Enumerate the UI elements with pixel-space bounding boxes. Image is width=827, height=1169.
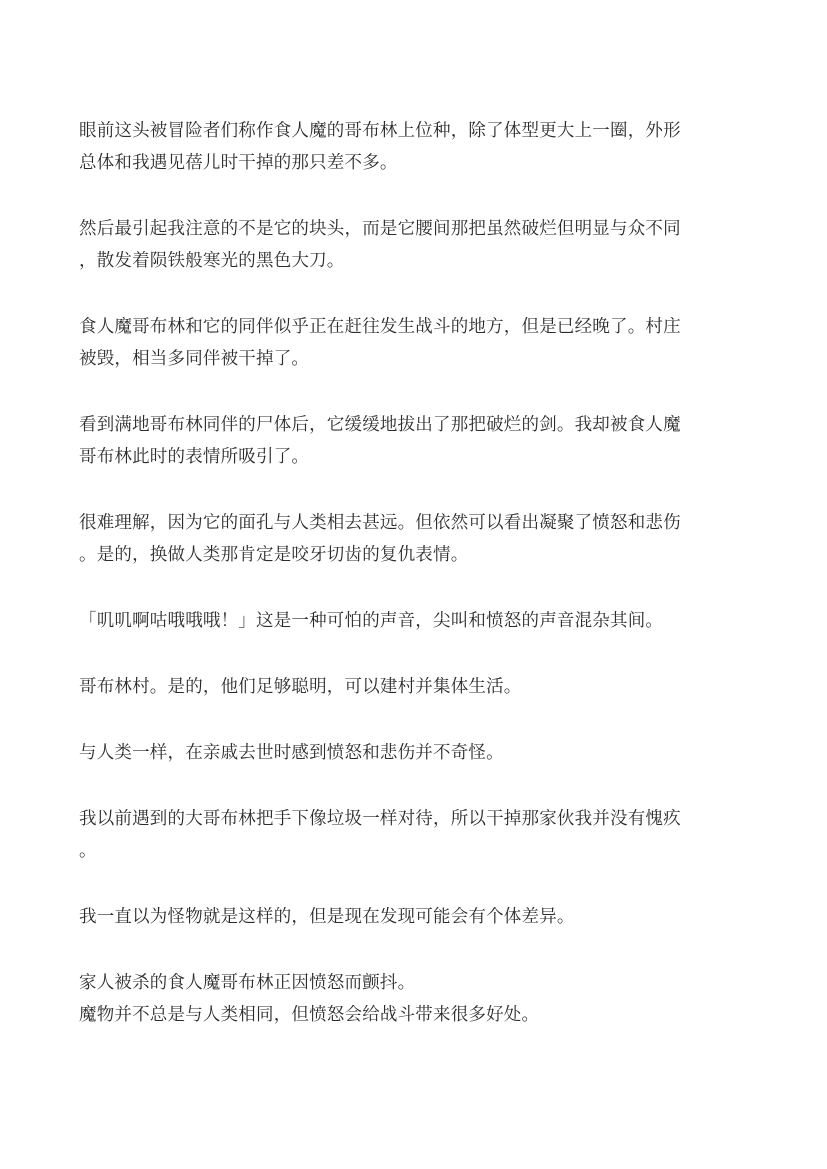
paragraph-4: 看到满地哥布林同伴的尸体后，它缓缓地拔出了那把破烂的剑。我却被食人魔 哥布林此时的表情所吸引了。: [79, 415, 681, 467]
paragraph-2: 然后最引起我注意的不是它的块头，而是它腰间那把虽然破烂但明显与众不同 ，散发着陨铁般寒光的黑色大刀。: [79, 219, 681, 271]
document-body: [79, 115, 749, 1031]
paragraph-9: 我以前遇到的大哥布林把手下像垃圾一样对待，所以干掉那家伙我并没有愧疚 。: [79, 809, 681, 861]
paragraph-10: 我一直以为怪物就是这样的，但是现在发现可能会有个体差异。: [79, 907, 575, 927]
paragraph-3: 食人魔哥布林和它的同伴似乎正在赶往发生战斗的地方，但是已经晚了。村庄 被毁，相当多同伴被干掉了。: [79, 317, 681, 369]
paragraph-11: 家人被杀的食人魔哥布林正因愤怒而颤抖。 魔物并不总是与人类相同，但愤怒会给战斗带来很多好处。: [79, 973, 540, 1025]
paragraph-6: 「叽叽啊咕哦哦哦！」这是一种可怕的声音，尖叫和愤怒的声音混杂其间。: [79, 611, 664, 631]
paragraph-7: 哥布林村。是的，他们足够聪明，可以建村并集体生活。: [79, 677, 522, 697]
paragraph-1: 眼前这头被冒险者们称作食人魔的哥布林上位种，除了体型更大上一圈，外形 总体和我遇见蓓儿时干掉的那只差不多。: [79, 121, 681, 173]
paragraph-8: 与人类一样，在亲戚去世时感到愤怒和悲伤并不奇怪。: [79, 743, 504, 763]
paragraph-5: 很难理解，因为它的面孔与人类相去甚远。但依然可以看出凝聚了愤怒和悲伤 。是的，换做人类那肯定是咬牙切齿的复仇表情。: [79, 513, 681, 565]
